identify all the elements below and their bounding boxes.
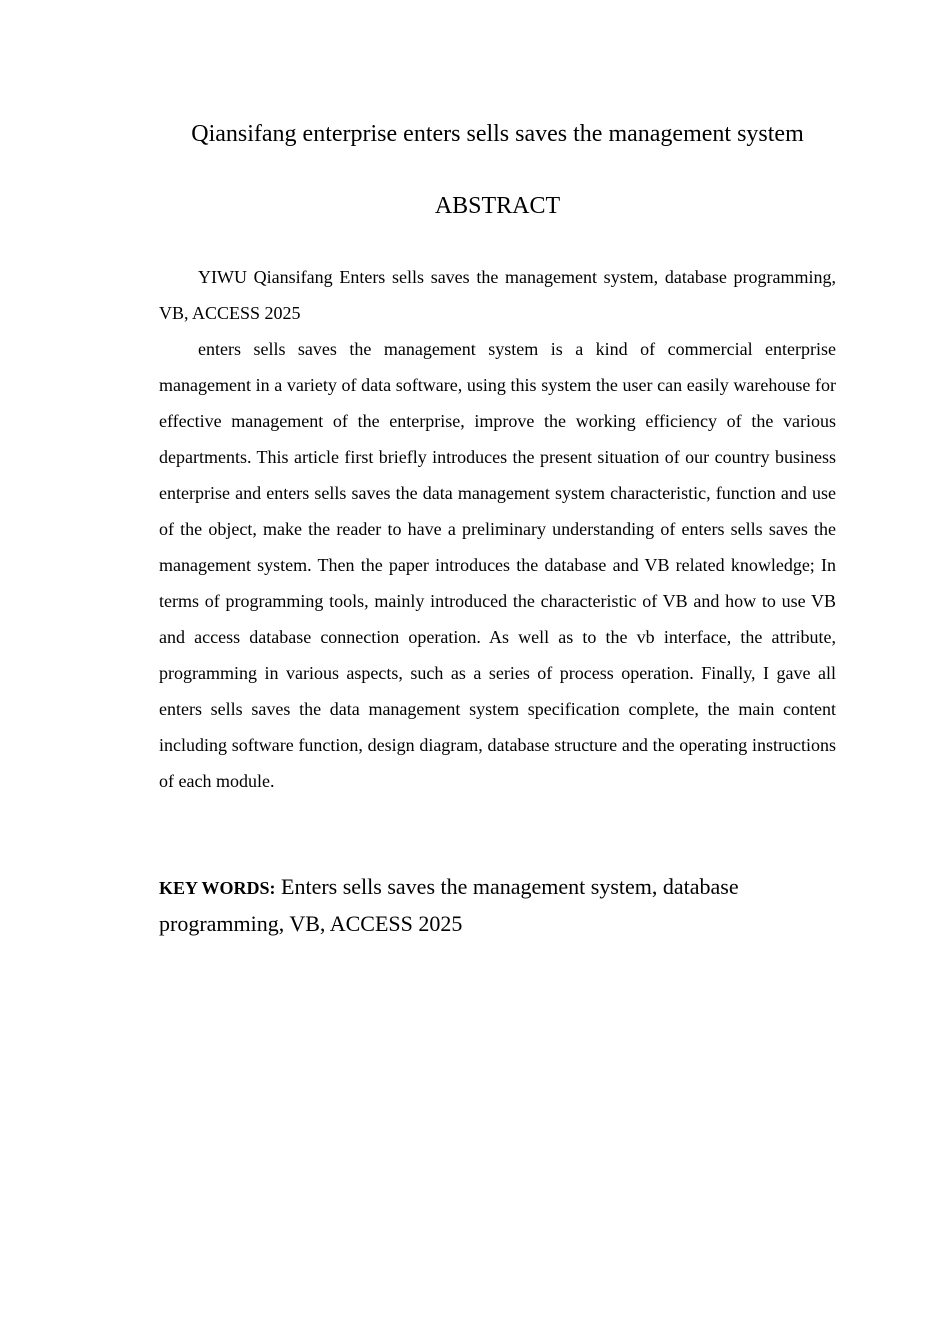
abstract-paragraph: enters sells saves the management system is a kind of commercial enterprise management in a variety of data software, using this system the user can easily warehouse for effective management of the enterprise, improve the working efficiency of the various departments. This article first briefly introduces the present situation of our country business enterprise and enters sells saves the data management system characteristic, function and use of the object, make the reader to have a preliminary understanding of enters sells saves the management system. Then the paper introduces the database and VB related knowledge; In terms of programming tools, mainly introduced the characteristic of VB and how to use VB and access database connection operation. As well as to the vb interface, the attribute, programming in various aspects, such as a series of process operation. Finally, I gave all enters sells saves the data management system specification complete, the main content including software function, design diagram, database structure and the operating instructions of each module. [159, 339, 836, 791]
keywords-text: Enters sells saves the management system, database programming, VB, ACCESS 2025 [159, 874, 739, 936]
abstract-heading: ABSTRACT [434, 193, 561, 219]
keywords-line [159, 869, 836, 942]
keywords-label: KEY WORDS: [159, 878, 276, 898]
abstract-paragraph: YIWU Qiansifang Enters sells saves the management system, database programming, VB, ACCESS 2025 [159, 267, 836, 323]
abstract-body [159, 259, 836, 799]
document-title: Qiansifang enterprise enters sells saves the management system [191, 121, 804, 147]
